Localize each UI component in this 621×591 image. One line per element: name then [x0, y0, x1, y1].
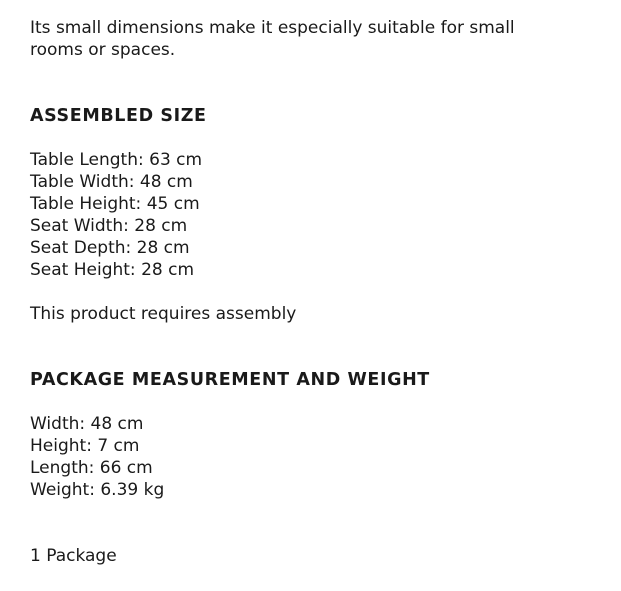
- assembly-note: This product requires assembly: [30, 304, 297, 324]
- seat-height-item: Seat Height: 28 cm: [30, 260, 195, 280]
- package-count: 1 Package: [30, 546, 117, 566]
- seat-depth-item: Seat Depth: 28 cm: [30, 238, 190, 258]
- intro-paragraph: [30, 17, 610, 61]
- package-width-item: Width: 48 cm: [30, 414, 144, 434]
- product-details: [30, 17, 610, 567]
- package-measurement-heading: PACKAGE MEASUREMENT AND WEIGHT: [30, 370, 430, 390]
- package-height-item: Height: 7 cm: [30, 436, 140, 456]
- seat-width-item: Seat Width: 28 cm: [30, 216, 188, 236]
- table-width-item: Table Width: 48 cm: [30, 172, 193, 192]
- table-height-item: Table Height: 45 cm: [30, 194, 200, 214]
- table-length-item: Table Length: 63 cm: [30, 150, 203, 170]
- assembled-size-list: [30, 149, 610, 281]
- package-weight-item: Weight: 6.39 kg: [30, 480, 165, 500]
- intro-line: Its small dimensions make it especially suitable for small: [30, 18, 515, 38]
- package-measurement-list: [30, 413, 610, 501]
- package-length-item: Length: 66 cm: [30, 458, 153, 478]
- intro-line: rooms or spaces.: [30, 40, 176, 60]
- assembled-size-heading: ASSEMBLED SIZE: [30, 106, 207, 126]
